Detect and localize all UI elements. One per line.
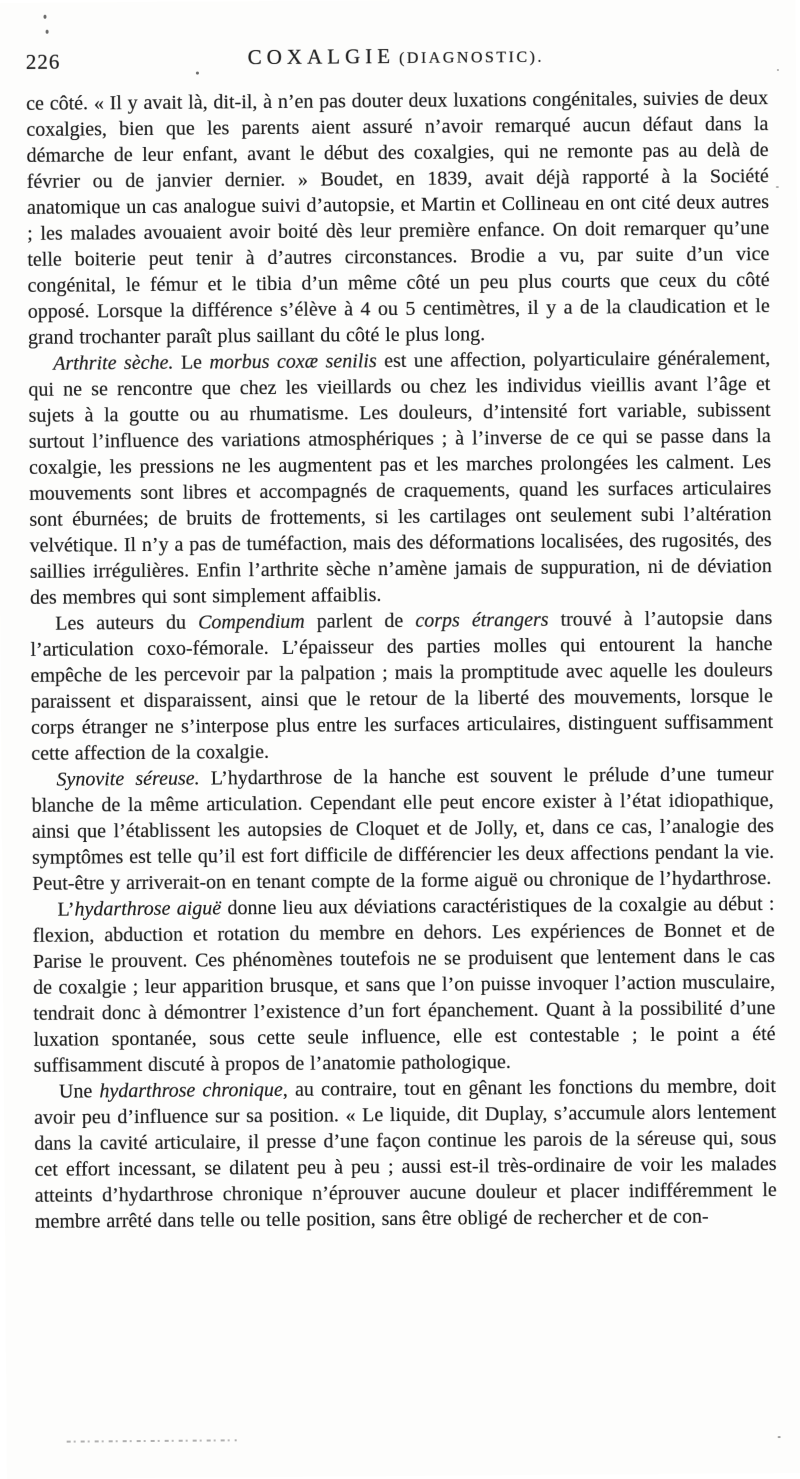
running-head — [0, 41, 796, 77]
paragraph — [31, 761, 774, 897]
scan-speck — [776, 186, 779, 188]
text-run: est une affection, polyarticulaire généralement, qui ne se rencontre que chez les vieillards ou chez les individus vieillis avant l’âge et sujets à la goutte ou au rhumatisme. Les douleurs, d’intensité fort variable, subissent surtout l’influence des variations atmosphériques ; à l’inverse de ce qui se passe dans la coxalgie, les pressions ne les augmentent pas et les marches prolongées les calment. Les mouvements sont libres et accompagnés de craquements, quand les surfaces articulaires sont éburnées; de bruits de frottements, si les cartilages ont seulement subi l’altération velvétique. Il n’y a pas de tuméfaction, mais des déformations localisées, des rugosités, des saillies irrégulières. Enfin l’arthrite sèche n’amène jamais de suppuration, ni de déviation des membres qui sont simplement affaiblis. — [28, 347, 772, 609]
text-run: trouvé à l’autopsie dans l’articulation coxo-fémorale. L’épaisseur des parties molles qui entourent la hanche empêche de les percevoir par la palpation ; mais la promptitude avec aquelle les douleurs paraissent et disparaissent, ainsi que le retour de la liberté des mouvements, lorsque le corps étranger ne s’interpose plus entre les surfaces articulaires, distinguent suffisamment cette affection de la coxalgie. — [30, 607, 774, 765]
text-run: Les auteurs du — [55, 611, 199, 635]
scan-artifact-dashes — [67, 1439, 237, 1442]
text-run: Une — [58, 1080, 100, 1103]
italic-text-run: hydarthrose chronique — [99, 1078, 283, 1103]
page-body — [26, 85, 777, 1235]
italic-text-run: Arthrite sèche. — [53, 351, 174, 375]
scan-speck — [43, 15, 46, 19]
italic-text-run: hydarthrose aiguë — [74, 897, 222, 921]
scan-speck — [196, 72, 199, 75]
scan-speck — [46, 30, 49, 34]
paragraph — [26, 85, 770, 351]
italic-text-run: Synovite séreuse. — [56, 767, 200, 791]
text-run: donne lieu aux déviations caractéristiques de la coxalgie au début : flexion, abduction et rotation du membre en dehors. Les expériences de Bonnet et de Parise le prouvent. Ces phénomènes toutefois ne se produisent que lentement dans le cas de coxalgie ; leur apparition brusque, et sans que l’on puisse invoquer l’action musculaire, tendrait donc à démontrer l’existence d’un fort épanchement. Quant à la possibilité d’une luxation spontanée, sous cette seule influence, elle est contestable ; le point a été suffisamment discuté à propos de l’anatomie pathologique. — [32, 893, 776, 1077]
running-title-subtitle: (DIAGNOSTIC). — [398, 48, 545, 67]
scan-fade-overlay — [5, 1262, 800, 1378]
italic-text-run: Compendium — [197, 610, 305, 634]
italic-text-run: corps étrangers — [415, 608, 549, 632]
italic-text-run: morbus coxæ senilis — [209, 350, 377, 374]
scan-speck — [778, 1436, 781, 1438]
running-title — [0, 41, 796, 72]
text-run: L’hydarthrose de la hanche est souvent le prélude d’une tumeur blanche de la même articulation. Cependant elle peut encore exister à l’état idiopathique, ainsi que l’établissent les autopsies de Cloquet et de Jolly, et, dans ce cas, l’analogie des symptômes est telle qu’il est fort difficile de différencier les deux affections pendant la vie. Peut-être y arriverait-on en tenant compte de la forme aiguë ou chronique de l’hydarthrose. — [31, 763, 775, 895]
text-run: Le — [173, 351, 210, 374]
paragraph — [30, 605, 773, 767]
paragraph — [34, 1073, 777, 1235]
text-run: parlent de — [304, 609, 416, 633]
text-run: , au contraire, tout en gênant les fonctions du membre, doit avoir peu d’influence sur sa position. « Le liquide, dit Duplay, s’accumule alors lentement dans la cavité articulaire, il presse d’une façon continue les parois de la séreuse qui, sous cet effort incessant, se dilatent peu à peu ; aussi est-il très-ordinaire de voir les malades atteints d’hydarthrose chronique n’éprouver aucune douleur et placer indifféremment le membre arrêté dans telle ou telle position, sans être obligé de rechercher et de con- — [34, 1075, 777, 1233]
running-title-main: COXALGIE — [247, 44, 396, 70]
paragraph — [28, 345, 772, 611]
text-run: ce côté. « Il y avait là, dit-il, à n’en pas douter deux luxations congénitales, suivies de deux coxalgies, bien que les parents aient assuré n’avoir remarqué aucun défaut dans la démarche de leur enfant, avant le début des coxalgies, qui ne remonte pas au delà de février ou de janvier dernier. » Boudet, en 1839, avait déjà rapporté à la Société anatomique un cas analogue suivi d’autopsie, et Martin et Collineau en ont cité deux autres ; les malades avouaient avoir boité dès leur première enfance. On doit remarquer qu’une telle boiterie peut tenir à d’autres circonstances. Brodie a vu, par suite d’un vice congénital, le fémur et le tibia d’un même côté un peu plus courts que ceux du côté opposé. Lorsque la différence s’élève à 4 ou 5 centimètres, il y a de la claudication et le grand trochanter paraît plus saillant du côté le plus long. — [26, 87, 770, 349]
text-run: L’ — [57, 898, 75, 921]
page-number: 226 — [25, 49, 61, 74]
scan-speck — [777, 69, 779, 71]
paragraph — [32, 891, 775, 1079]
